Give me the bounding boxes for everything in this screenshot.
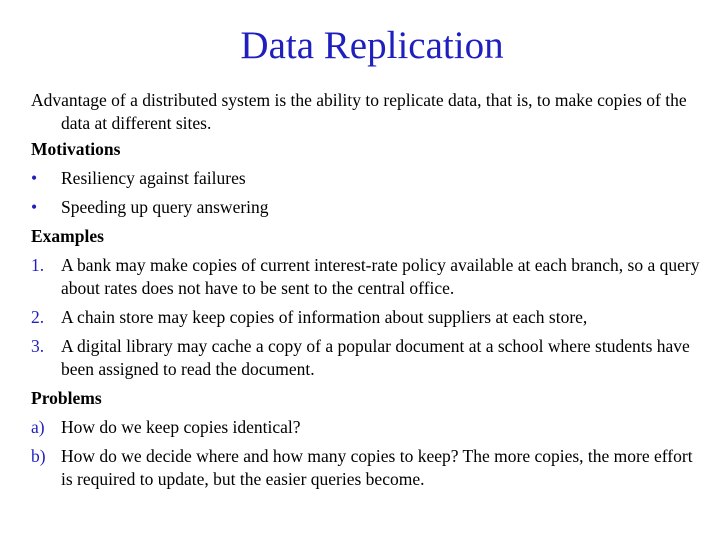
letter-marker: a) bbox=[31, 417, 45, 437]
letter-marker: b) bbox=[31, 446, 46, 466]
bullet-marker: • bbox=[31, 197, 38, 217]
problems-heading: Problems bbox=[31, 388, 102, 408]
bullet-marker: • bbox=[31, 168, 38, 188]
example-item bbox=[31, 251, 701, 303]
motivation-item bbox=[31, 164, 701, 193]
intro-paragraph bbox=[31, 89, 701, 135]
problem-text: How do we decide where and how many copies to keep? The more copies, the more effort is required to update, but the easier queries become. bbox=[61, 446, 693, 489]
number-marker: 3. bbox=[31, 336, 45, 356]
intro-text: Advantage of a distributed system is the ability to replicate data, that is, to make copies of the data at different sites. bbox=[31, 90, 687, 133]
number-marker: 2. bbox=[31, 307, 45, 327]
example-text: A bank may make copies of current interest-rate policy available at each branch, so a query about rates does not have to be sent to the central office. bbox=[61, 255, 700, 298]
problem-text: How do we keep copies identical? bbox=[61, 417, 301, 437]
number-marker: 1. bbox=[31, 255, 45, 275]
problem-item bbox=[31, 413, 701, 442]
motivation-item bbox=[31, 193, 701, 222]
slide-title: Data Replication bbox=[240, 24, 504, 67]
example-item bbox=[31, 332, 701, 384]
problem-item bbox=[31, 442, 701, 494]
slide-body bbox=[31, 89, 701, 494]
examples-heading: Examples bbox=[31, 226, 104, 246]
motivation-text: Speeding up query answering bbox=[61, 197, 269, 217]
example-text: A digital library may cache a copy of a popular document at a school where students have been assigned to read the document. bbox=[61, 336, 690, 379]
example-text: A chain store may keep copies of information about suppliers at each store, bbox=[61, 307, 588, 327]
motivation-text: Resiliency against failures bbox=[61, 168, 246, 188]
example-item bbox=[31, 303, 701, 332]
motivations-heading: Motivations bbox=[31, 139, 121, 159]
